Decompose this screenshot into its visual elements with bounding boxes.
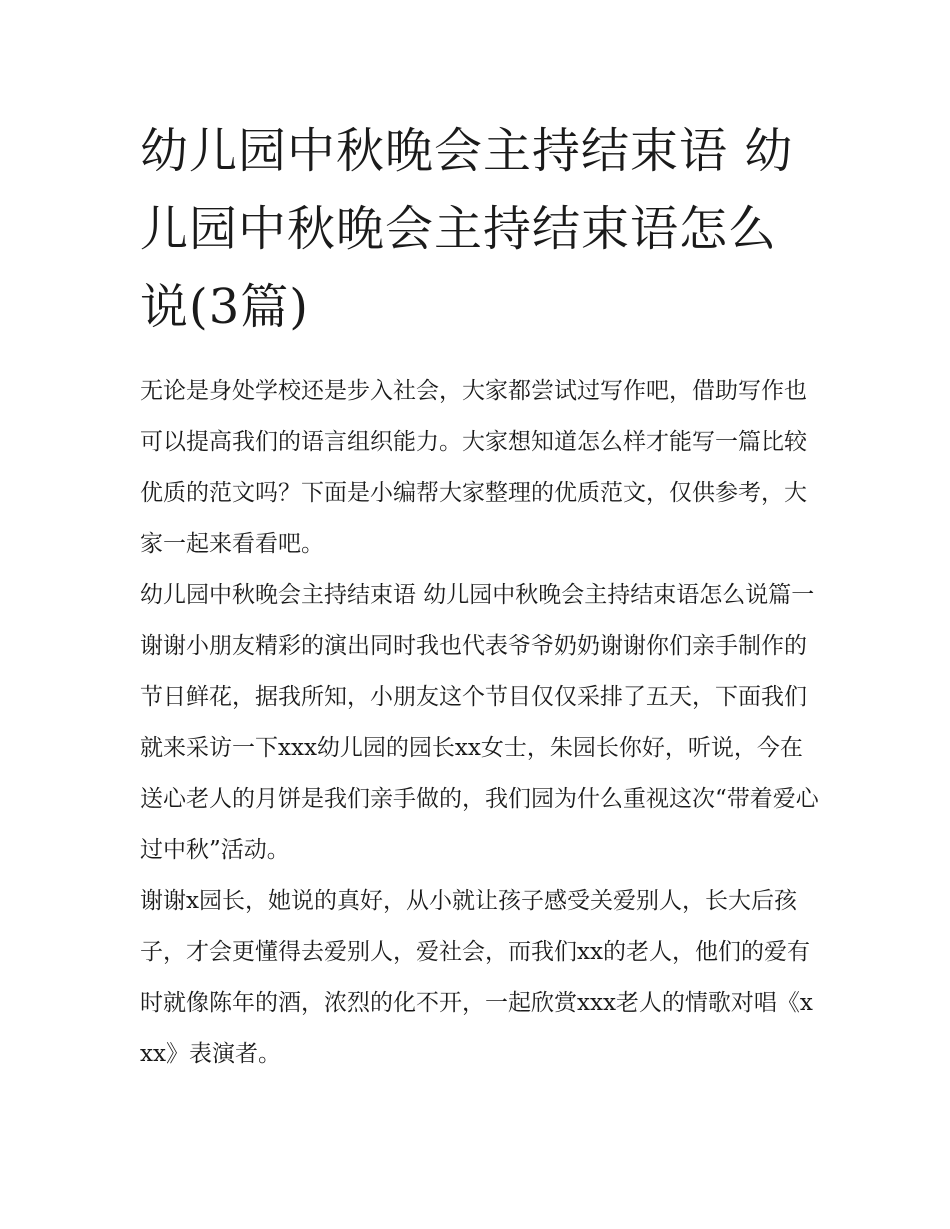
section-heading: 幼儿园中秋晚会主持结束语 幼儿园中秋晚会主持结束语怎么说篇一	[140, 582, 815, 608]
body-paragraph: 谢谢x园长，她说的真好，从小就让孩子感受关爱别人，长大后孩子，才会更懂得去爱别人，爱社会，而我们xx的老人，他们的爱有时就像陈年的酒，浓烈的化不开，一起欣赏xxx老人的情歌对唱《xxx》表演者。	[140, 888, 813, 1067]
document-title: 幼儿园中秋晚会主持结束语 幼儿园中秋晚会主持结束语怎么说(3篇)	[140, 123, 794, 335]
intro-paragraph: 无论是身处学校还是步入社会，大家都尝试过写作吧，借助写作也可以提高我们的语言组织能力。大家想知道怎么样才能写一篇比较优质的范文吗？下面是小编帮大家整理的优质范文，仅供参考，大家一起来看看吧。	[140, 378, 807, 557]
document-page	[140, 112, 820, 1080]
document-body	[140, 366, 820, 1080]
body-paragraph: 谢谢小朋友精彩的演出同时我也代表爷爷奶奶谢谢你们亲手制作的节日鲜花，据我所知，小朋友这个节目仅仅采排了五天，下面我们就来采访一下xxx幼儿园的园长xx女士，朱园长你好，听说，今在送心老人的月饼是我们亲手做的，我们园为什么重视这次“带着爱心过中秋”活动。	[140, 633, 819, 863]
